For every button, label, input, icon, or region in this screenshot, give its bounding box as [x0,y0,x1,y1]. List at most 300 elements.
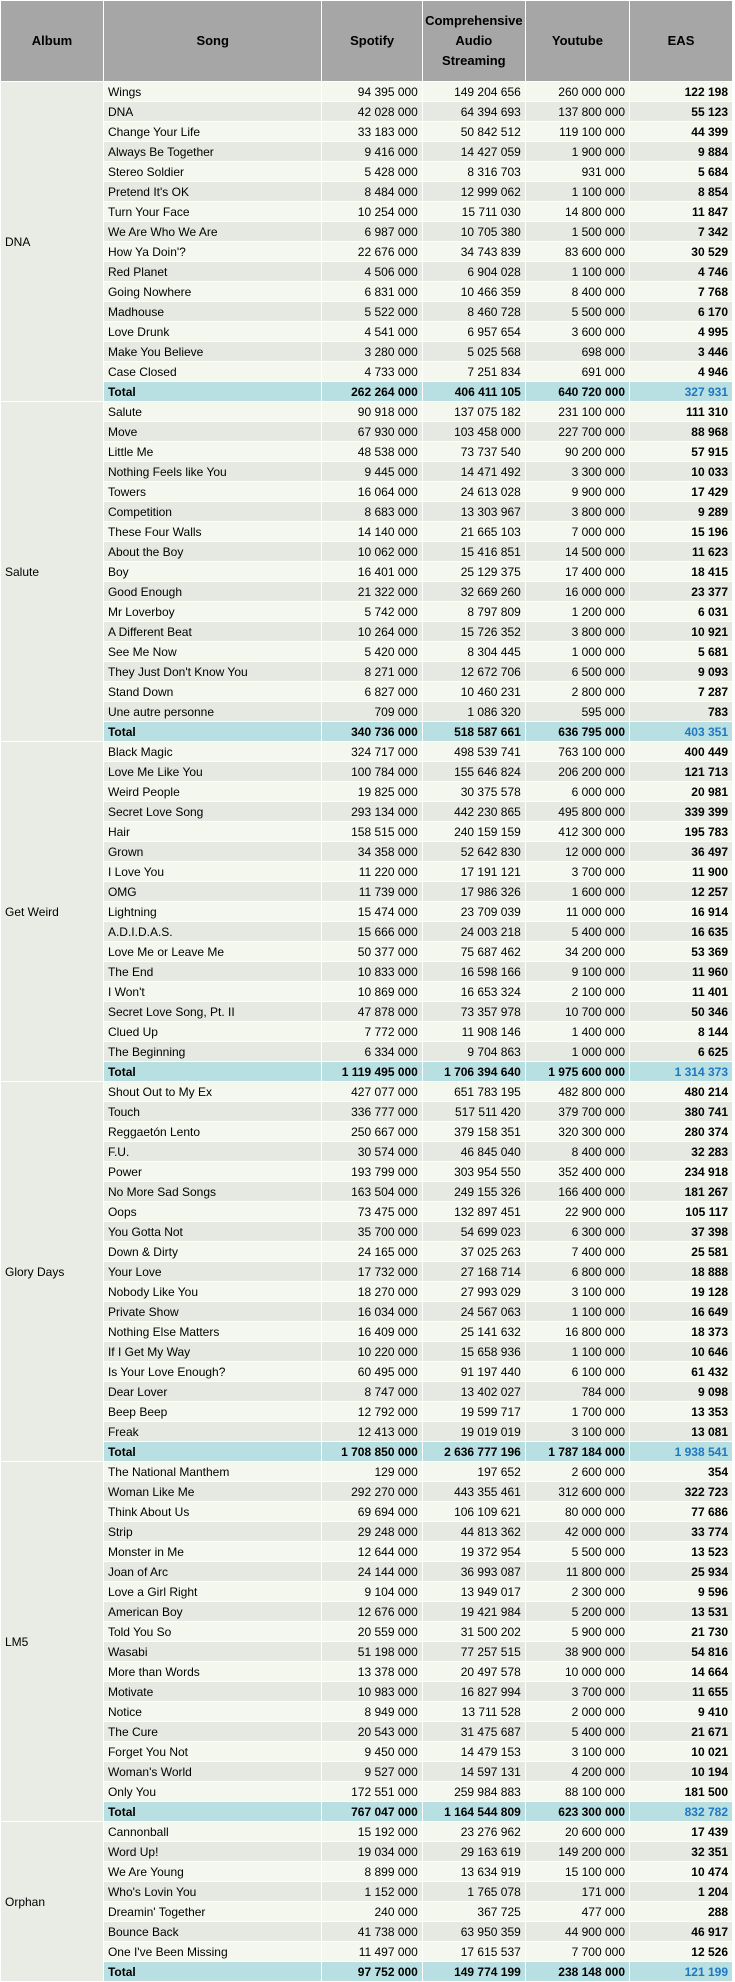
spotify-value-cell: 129 000 [322,1462,422,1482]
comprehensive-audio-streaming-value-cell: 25 141 632 [422,1322,525,1342]
spotify-value-cell: 15 666 000 [322,922,422,942]
song-title-cell: Freak [103,1422,321,1442]
comprehensive-audio-streaming-value-cell: 44 813 362 [422,1522,525,1542]
table-row [1,882,733,902]
comprehensive-audio-streaming-value-cell: 5 025 568 [422,342,525,362]
eas-value-cell: 10 194 [630,1762,733,1782]
comprehensive-audio-streaming-value-cell: 106 109 621 [422,1502,525,1522]
table-row [1,1402,733,1422]
spotify-value-cell: 34 358 000 [322,842,422,862]
comprehensive-audio-streaming-value-cell: 16 598 166 [422,962,525,982]
spotify-value-cell: 19 825 000 [322,782,422,802]
eas-value-cell: 19 128 [630,1282,733,1302]
youtube-value-cell: 119 100 000 [525,122,629,142]
comprehensive-audio-streaming-value-cell: 10 705 380 [422,222,525,242]
youtube-value-cell: 5 500 000 [525,302,629,322]
song-title-cell: Down & Dirty [103,1242,321,1262]
total-comprehensive-audio-streaming-cell: 1 164 544 809 [422,1802,525,1822]
total-spotify-cell: 262 264 000 [322,382,422,402]
spotify-value-cell: 5 428 000 [322,162,422,182]
song-title-cell: Secret Love Song [103,802,321,822]
youtube-value-cell: 495 800 000 [525,802,629,822]
total-comprehensive-audio-streaming-cell: 2 636 777 196 [422,1442,525,1462]
spotify-value-cell: 709 000 [322,702,422,722]
table-row [1,302,733,322]
comprehensive-audio-streaming-value-cell: 442 230 865 [422,802,525,822]
table-row [1,1362,733,1382]
eas-value-cell: 8 854 [630,182,733,202]
spotify-value-cell: 250 667 000 [322,1122,422,1142]
table-row [1,662,733,682]
youtube-value-cell: 3 600 000 [525,322,629,342]
table-row [1,1102,733,1122]
comprehensive-audio-streaming-value-cell: 10 460 231 [422,682,525,702]
table-row [1,322,733,342]
youtube-value-cell: 8 400 000 [525,282,629,302]
spotify-value-cell: 16 401 000 [322,562,422,582]
table-row [1,1422,733,1442]
eas-value-cell: 10 474 [630,1862,733,1882]
spotify-value-cell: 8 747 000 [322,1382,422,1402]
total-label-cell: Total [103,1062,321,1082]
table-row [1,862,733,882]
song-title-cell: Think About Us [103,1502,321,1522]
spotify-value-cell: 9 104 000 [322,1582,422,1602]
eas-value-cell: 105 117 [630,1202,733,1222]
table-row [1,922,733,942]
total-spotify-cell: 97 752 000 [322,1962,422,1982]
song-title-cell: OMG [103,882,321,902]
spotify-value-cell: 15 192 000 [322,1822,422,1842]
comprehensive-audio-streaming-value-cell: 13 711 528 [422,1702,525,1722]
eas-value-cell: 17 439 [630,1822,733,1842]
comprehensive-audio-streaming-value-cell: 19 421 984 [422,1602,525,1622]
eas-value-cell: 11 623 [630,542,733,562]
table-row [1,1342,733,1362]
table-row [1,1922,733,1942]
song-title-cell: Love Drunk [103,322,321,342]
eas-value-cell: 33 774 [630,1522,733,1542]
song-title-cell: Bounce Back [103,1922,321,1942]
total-eas-cell: 832 782 [630,1802,733,1822]
comprehensive-audio-streaming-value-cell: 14 427 059 [422,142,525,162]
youtube-value-cell: 3 800 000 [525,502,629,522]
song-title-cell: Love Me or Leave Me [103,942,321,962]
table-row [1,1902,733,1922]
spotify-value-cell: 20 559 000 [322,1622,422,1642]
spotify-value-cell: 18 270 000 [322,1282,422,1302]
table-row [1,1822,733,1842]
youtube-value-cell: 38 900 000 [525,1642,629,1662]
youtube-value-cell: 5 400 000 [525,922,629,942]
comprehensive-audio-streaming-value-cell: 8 304 445 [422,642,525,662]
eas-value-cell: 121 713 [630,762,733,782]
eas-value-cell: 9 596 [630,1582,733,1602]
table-row [1,1662,733,1682]
eas-value-cell: 322 723 [630,1482,733,1502]
youtube-value-cell: 11 000 000 [525,902,629,922]
comprehensive-audio-streaming-value-cell: 75 687 462 [422,942,525,962]
song-title-cell: Joan of Arc [103,1562,321,1582]
comprehensive-audio-streaming-value-cell: 13 303 967 [422,502,525,522]
spotify-value-cell: 14 140 000 [322,522,422,542]
spotify-value-cell: 42 028 000 [322,102,422,122]
spotify-value-cell: 90 918 000 [322,402,422,422]
eas-value-cell: 18 415 [630,562,733,582]
total-comprehensive-audio-streaming-cell: 149 774 199 [422,1962,525,1982]
comprehensive-audio-streaming-value-cell: 19 019 019 [422,1422,525,1442]
spotify-value-cell: 240 000 [322,1902,422,1922]
table-row [1,1702,733,1722]
table-row [1,462,733,482]
table-row [1,1182,733,1202]
youtube-value-cell: 22 900 000 [525,1202,629,1222]
youtube-value-cell: 2 300 000 [525,1582,629,1602]
song-title-cell: Going Nowhere [103,282,321,302]
comprehensive-audio-streaming-value-cell: 21 665 103 [422,522,525,542]
song-title-cell: The Cure [103,1722,321,1742]
youtube-value-cell: 1 900 000 [525,142,629,162]
table-row [1,1222,733,1242]
comprehensive-audio-streaming-value-cell: 15 416 851 [422,542,525,562]
youtube-value-cell: 352 400 000 [525,1162,629,1182]
eas-value-cell: 13 081 [630,1422,733,1442]
header-album: Album [1,1,104,82]
youtube-value-cell: 3 700 000 [525,1682,629,1702]
table-row [1,262,733,282]
table-row [1,782,733,802]
spotify-value-cell: 8 271 000 [322,662,422,682]
total-label-cell: Total [103,1962,321,1982]
youtube-value-cell: 477 000 [525,1902,629,1922]
spotify-value-cell: 11 220 000 [322,862,422,882]
eas-value-cell: 20 981 [630,782,733,802]
youtube-value-cell: 320 300 000 [525,1122,629,1142]
song-title-cell: Power [103,1162,321,1182]
total-label-cell: Total [103,1802,321,1822]
table-row [1,242,733,262]
album-total-row [1,1802,733,1822]
song-title-cell: Little Me [103,442,321,462]
table-row [1,1202,733,1222]
spotify-value-cell: 24 165 000 [322,1242,422,1262]
comprehensive-audio-streaming-value-cell: 6 904 028 [422,262,525,282]
comprehensive-audio-streaming-value-cell: 27 168 714 [422,1262,525,1282]
spotify-value-cell: 94 395 000 [322,82,422,102]
eas-value-cell: 288 [630,1902,733,1922]
eas-value-cell: 32 351 [630,1842,733,1862]
song-title-cell: Told You So [103,1622,321,1642]
eas-value-cell: 4 995 [630,322,733,342]
spotify-value-cell: 19 034 000 [322,1842,422,1862]
youtube-value-cell: 6 800 000 [525,1262,629,1282]
spotify-value-cell: 8 683 000 [322,502,422,522]
comprehensive-audio-streaming-value-cell: 12 672 706 [422,662,525,682]
comprehensive-audio-streaming-value-cell: 19 599 717 [422,1402,525,1422]
song-title-cell: If I Get My Way [103,1342,321,1362]
song-title-cell: I Love You [103,862,321,882]
comprehensive-audio-streaming-value-cell: 31 475 687 [422,1722,525,1742]
spotify-value-cell: 30 574 000 [322,1142,422,1162]
youtube-value-cell: 5 200 000 [525,1602,629,1622]
youtube-value-cell: 3 300 000 [525,462,629,482]
eas-value-cell: 380 741 [630,1102,733,1122]
comprehensive-audio-streaming-value-cell: 19 372 954 [422,1542,525,1562]
spotify-value-cell: 3 280 000 [322,342,422,362]
spotify-value-cell: 16 409 000 [322,1322,422,1342]
eas-value-cell: 77 686 [630,1502,733,1522]
youtube-value-cell: 312 600 000 [525,1482,629,1502]
youtube-value-cell: 149 200 000 [525,1842,629,1862]
table-row [1,282,733,302]
eas-value-cell: 46 917 [630,1922,733,1942]
eas-value-cell: 4 946 [630,362,733,382]
table-row [1,842,733,862]
song-title-cell: More than Words [103,1662,321,1682]
table-row [1,1742,733,1762]
total-spotify-cell: 340 736 000 [322,722,422,742]
youtube-value-cell: 1 100 000 [525,1302,629,1322]
youtube-value-cell: 20 600 000 [525,1822,629,1842]
song-title-cell: Notice [103,1702,321,1722]
song-title-cell: No More Sad Songs [103,1182,321,1202]
total-eas-cell: 121 199 [630,1962,733,1982]
comprehensive-audio-streaming-value-cell: 12 999 062 [422,182,525,202]
comprehensive-audio-streaming-value-cell: 13 949 017 [422,1582,525,1602]
song-title-cell: Only You [103,1782,321,1802]
total-label-cell: Total [103,382,321,402]
eas-value-cell: 195 783 [630,822,733,842]
eas-value-cell: 44 399 [630,122,733,142]
song-title-cell: The Beginning [103,1042,321,1062]
song-title-cell: Wings [103,82,321,102]
spotify-value-cell: 324 717 000 [322,742,422,762]
album-total-row [1,1442,733,1462]
song-title-cell: Lightning [103,902,321,922]
song-title-cell: Your Love [103,1262,321,1282]
spotify-value-cell: 172 551 000 [322,1782,422,1802]
eas-value-cell: 13 531 [630,1602,733,1622]
youtube-value-cell: 206 200 000 [525,762,629,782]
comprehensive-audio-streaming-value-cell: 249 155 326 [422,1182,525,1202]
youtube-value-cell: 171 000 [525,1882,629,1902]
song-title-cell: Pretend It's OK [103,182,321,202]
eas-value-cell: 7 768 [630,282,733,302]
table-row [1,982,733,1002]
spotify-value-cell: 12 644 000 [322,1542,422,1562]
table-row [1,1242,733,1262]
spotify-value-cell: 22 676 000 [322,242,422,262]
eas-value-cell: 13 353 [630,1402,733,1422]
spotify-value-cell: 8 949 000 [322,1702,422,1722]
song-title-cell: Move [103,422,321,442]
header-row [1,1,733,82]
youtube-value-cell: 11 800 000 [525,1562,629,1582]
comprehensive-audio-streaming-value-cell: 20 497 578 [422,1662,525,1682]
youtube-value-cell: 260 000 000 [525,82,629,102]
song-title-cell: Touch [103,1102,321,1122]
comprehensive-audio-streaming-value-cell: 29 163 619 [422,1842,525,1862]
youtube-value-cell: 6 000 000 [525,782,629,802]
spotify-value-cell: 7 772 000 [322,1022,422,1042]
spotify-value-cell: 35 700 000 [322,1222,422,1242]
youtube-value-cell: 88 100 000 [525,1782,629,1802]
spotify-value-cell: 9 445 000 [322,462,422,482]
comprehensive-audio-streaming-value-cell: 36 993 087 [422,1562,525,1582]
song-title-cell: Cannonball [103,1822,321,1842]
comprehensive-audio-streaming-value-cell: 50 842 512 [422,122,525,142]
eas-value-cell: 280 374 [630,1122,733,1142]
comprehensive-audio-streaming-value-cell: 14 471 492 [422,462,525,482]
comprehensive-audio-streaming-value-cell: 103 458 000 [422,422,525,442]
song-title-cell: Change Your Life [103,122,321,142]
comprehensive-audio-streaming-value-cell: 54 699 023 [422,1222,525,1242]
youtube-value-cell: 166 400 000 [525,1182,629,1202]
song-title-cell: Word Up! [103,1842,321,1862]
spotify-value-cell: 6 827 000 [322,682,422,702]
song-title-cell: Towers [103,482,321,502]
youtube-value-cell: 595 000 [525,702,629,722]
youtube-value-cell: 698 000 [525,342,629,362]
total-youtube-cell: 623 300 000 [525,1802,629,1822]
song-title-cell: Love Me Like You [103,762,321,782]
comprehensive-audio-streaming-value-cell: 34 743 839 [422,242,525,262]
eas-value-cell: 111 310 [630,402,733,422]
table-row [1,1142,733,1162]
song-title-cell: Red Planet [103,262,321,282]
album-name-cell: Orphan [1,1822,104,1982]
comprehensive-audio-streaming-value-cell: 15 658 936 [422,1342,525,1362]
spotify-value-cell: 10 983 000 [322,1682,422,1702]
table-row [1,1582,733,1602]
table-row [1,1162,733,1182]
total-youtube-cell: 636 795 000 [525,722,629,742]
spotify-value-cell: 11 497 000 [322,1942,422,1962]
song-title-cell: They Just Don't Know You [103,662,321,682]
eas-value-cell: 14 664 [630,1662,733,1682]
table-row [1,402,733,422]
song-title-cell: Secret Love Song, Pt. II [103,1002,321,1022]
spotify-value-cell: 10 833 000 [322,962,422,982]
comprehensive-audio-streaming-value-cell: 77 257 515 [422,1642,525,1662]
total-youtube-cell: 238 148 000 [525,1962,629,1982]
youtube-value-cell: 1 000 000 [525,1042,629,1062]
youtube-value-cell: 83 600 000 [525,242,629,262]
comprehensive-audio-streaming-value-cell: 37 025 263 [422,1242,525,1262]
table-row [1,1622,733,1642]
spotify-value-cell: 5 742 000 [322,602,422,622]
eas-value-cell: 400 449 [630,742,733,762]
spotify-value-cell: 10 062 000 [322,542,422,562]
song-title-cell: Is Your Love Enough? [103,1362,321,1382]
comprehensive-audio-streaming-value-cell: 27 993 029 [422,1282,525,1302]
table-row [1,442,733,462]
comprehensive-audio-streaming-value-cell: 1 765 078 [422,1882,525,1902]
header-youtube: Youtube [525,1,629,82]
comprehensive-audio-streaming-value-cell: 6 957 654 [422,322,525,342]
song-title-cell: Grown [103,842,321,862]
comprehensive-audio-streaming-value-cell: 9 704 863 [422,1042,525,1062]
eas-value-cell: 12 526 [630,1942,733,1962]
table-body [1,82,733,1982]
song-title-cell: Nobody Like You [103,1282,321,1302]
youtube-value-cell: 8 400 000 [525,1142,629,1162]
eas-value-cell: 15 196 [630,522,733,542]
youtube-value-cell: 2 100 000 [525,982,629,1002]
table-row [1,1842,733,1862]
total-comprehensive-audio-streaming-cell: 518 587 661 [422,722,525,742]
comprehensive-audio-streaming-value-cell: 24 003 218 [422,922,525,942]
youtube-value-cell: 379 700 000 [525,1102,629,1122]
spotify-value-cell: 12 792 000 [322,1402,422,1422]
youtube-value-cell: 14 800 000 [525,202,629,222]
comprehensive-audio-streaming-value-cell: 517 511 420 [422,1102,525,1122]
song-title-cell: Nothing Else Matters [103,1322,321,1342]
eas-value-cell: 7 342 [630,222,733,242]
table-row [1,1382,733,1402]
youtube-value-cell: 1 100 000 [525,182,629,202]
spotify-value-cell: 16 034 000 [322,1302,422,1322]
spotify-value-cell: 10 220 000 [322,1342,422,1362]
spotify-value-cell: 4 541 000 [322,322,422,342]
spotify-value-cell: 16 064 000 [322,482,422,502]
song-title-cell: You Gotta Not [103,1222,321,1242]
comprehensive-audio-streaming-value-cell: 23 709 039 [422,902,525,922]
comprehensive-audio-streaming-value-cell: 17 615 537 [422,1942,525,1962]
comprehensive-audio-streaming-value-cell: 24 613 028 [422,482,525,502]
table-row [1,1262,733,1282]
song-title-cell: Dreamin' Together [103,1902,321,1922]
table-row [1,102,733,122]
comprehensive-audio-streaming-value-cell: 8 797 809 [422,602,525,622]
eas-value-cell: 1 204 [630,1882,733,1902]
eas-value-cell: 339 399 [630,802,733,822]
table-row [1,1322,733,1342]
table-row [1,162,733,182]
comprehensive-audio-streaming-value-cell: 73 357 978 [422,1002,525,1022]
youtube-value-cell: 137 800 000 [525,102,629,122]
youtube-value-cell: 17 400 000 [525,562,629,582]
eas-value-cell: 5 681 [630,642,733,662]
spotify-value-cell: 163 504 000 [322,1182,422,1202]
album-total-row [1,1962,733,1982]
eas-value-cell: 181 267 [630,1182,733,1202]
eas-value-cell: 11 960 [630,962,733,982]
youtube-value-cell: 9 900 000 [525,482,629,502]
comprehensive-audio-streaming-value-cell: 52 642 830 [422,842,525,862]
total-label-cell: Total [103,722,321,742]
spotify-value-cell: 60 495 000 [322,1362,422,1382]
total-eas-cell: 403 351 [630,722,733,742]
song-title-cell: Weird People [103,782,321,802]
eas-value-cell: 30 529 [630,242,733,262]
eas-value-cell: 11 900 [630,862,733,882]
song-title-cell: We Are Young [103,1862,321,1882]
song-title-cell: Competition [103,502,321,522]
song-title-cell: Reggaetón Lento [103,1122,321,1142]
song-title-cell: One I've Been Missing [103,1942,321,1962]
total-eas-cell: 327 931 [630,382,733,402]
comprehensive-audio-streaming-value-cell: 443 355 461 [422,1482,525,1502]
eas-value-cell: 18 888 [630,1262,733,1282]
spotify-value-cell: 67 930 000 [322,422,422,442]
eas-value-cell: 9 289 [630,502,733,522]
song-title-cell: Mr Loverboy [103,602,321,622]
eas-value-cell: 181 500 [630,1782,733,1802]
table-row [1,1642,733,1662]
song-title-cell: Shout Out to My Ex [103,1082,321,1102]
total-youtube-cell: 1 787 184 000 [525,1442,629,1462]
